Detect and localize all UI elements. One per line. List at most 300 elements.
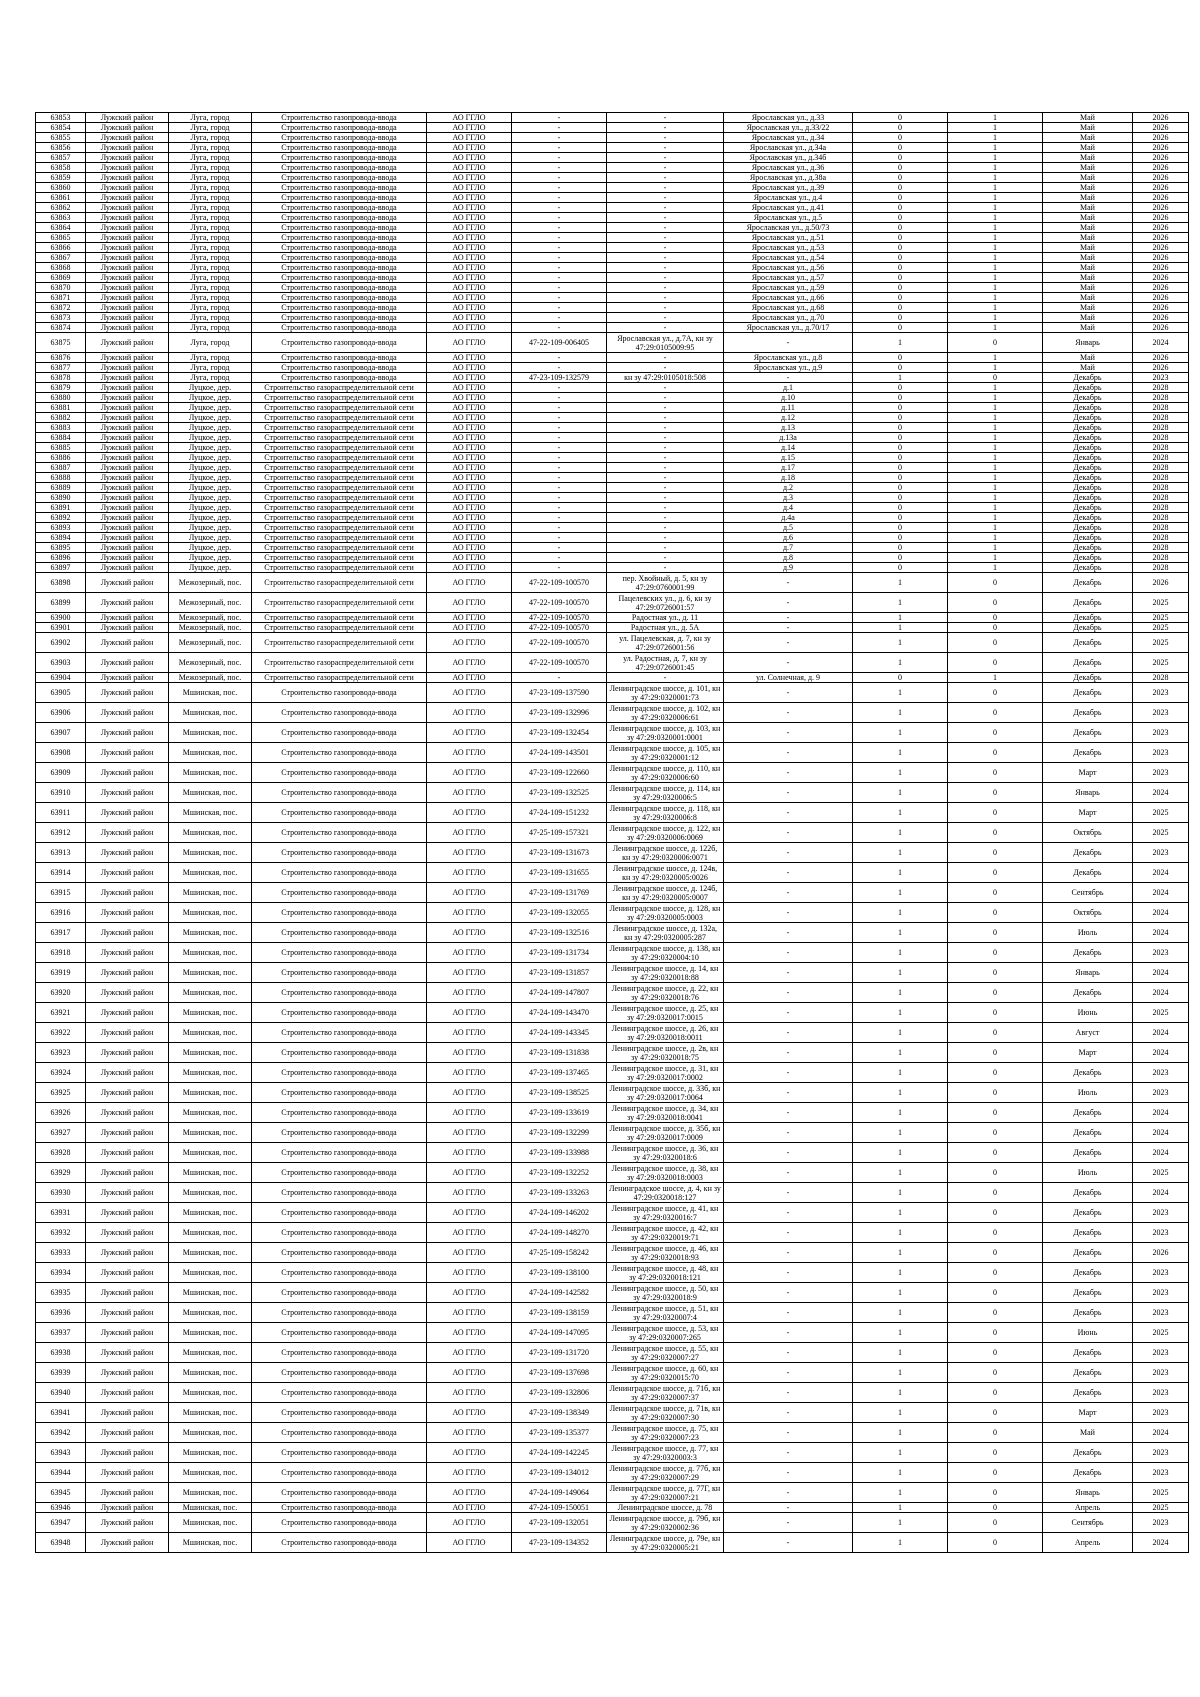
cell-district: Лужский район [86, 803, 169, 823]
cell-application-number: - [512, 303, 607, 313]
cell-house-address: - [724, 1243, 853, 1263]
cell-year: 2026 [1133, 303, 1189, 313]
cell-application-number: 47-24-109-151232 [512, 803, 607, 823]
cell-year: 2023 [1133, 1463, 1189, 1483]
cell-object-address: Ленинградское шоссе, д. 122, кн зу 47:29:0320006:0069 [607, 823, 724, 843]
cell-flag-a: 1 [853, 703, 948, 723]
cell-organization: АО ГГЛО [427, 143, 512, 153]
cell-flag-b: 1 [948, 123, 1043, 133]
cell-object-address: - [607, 563, 724, 573]
cell-organization: АО ГГЛО [427, 1063, 512, 1083]
cell-settlement: Мшинская, пос. [169, 863, 252, 883]
cell-flag-b: 0 [948, 1383, 1043, 1403]
cell-month: Декабрь [1043, 683, 1133, 703]
cell-application-number: - [512, 163, 607, 173]
cell-application-number: - [512, 483, 607, 493]
cell-organization: АО ГГЛО [427, 133, 512, 143]
cell-row-number: 63923 [36, 1043, 86, 1063]
cell-flag-b: 0 [948, 903, 1043, 923]
cell-house-address: - [724, 1283, 853, 1303]
cell-year: 2026 [1133, 143, 1189, 153]
cell-year: 2026 [1133, 213, 1189, 223]
table-row [36, 983, 1189, 1003]
cell-district: Лужский район [86, 1003, 169, 1023]
cell-flag-a: 1 [853, 1463, 948, 1483]
table-row [36, 323, 1189, 333]
cell-flag-b: 0 [948, 373, 1043, 383]
cell-work-type: Строительство газораспределительной сети [252, 393, 427, 403]
cell-flag-a: 0 [853, 283, 948, 293]
cell-application-number: 47-23-109-137465 [512, 1063, 607, 1083]
cell-object-address: Ленинградское шоссе, д. 35б, кн зу 47:29:0320017:0009 [607, 1123, 724, 1143]
cell-month: Декабрь [1043, 743, 1133, 763]
cell-object-address: Ленинградское шоссе, д. 77, кн зу 47:29:0320003:3 [607, 1443, 724, 1463]
cell-district: Лужский район [86, 673, 169, 683]
cell-year: 2025 [1133, 1503, 1189, 1513]
cell-house-address: Ярославская ул., д.59 [724, 283, 853, 293]
cell-district: Лужский район [86, 223, 169, 233]
cell-flag-b: 1 [948, 143, 1043, 153]
cell-flag-b: 1 [948, 493, 1043, 503]
table-row [36, 1483, 1189, 1503]
cell-application-number: - [512, 353, 607, 363]
cell-year: 2026 [1133, 253, 1189, 263]
cell-application-number: 47-24-109-146202 [512, 1203, 607, 1223]
cell-flag-b: 1 [948, 263, 1043, 273]
cell-object-address: - [607, 313, 724, 323]
cell-work-type: Строительство газопровода-ввода [252, 153, 427, 163]
cell-application-number: 47-23-109-131769 [512, 883, 607, 903]
cell-district: Лужский район [86, 353, 169, 363]
cell-work-type: Строительство газораспределительной сети [252, 413, 427, 423]
cell-application-number: 47-23-109-122660 [512, 763, 607, 783]
cell-month: Октябрь [1043, 903, 1133, 923]
cell-flag-a: 1 [853, 1303, 948, 1323]
cell-organization: АО ГГЛО [427, 1183, 512, 1203]
cell-application-number: 47-22-109-006405 [512, 333, 607, 353]
table-row [36, 273, 1189, 283]
cell-work-type: Строительство газопровода-ввода [252, 963, 427, 983]
table-row [36, 243, 1189, 253]
cell-month: Март [1043, 763, 1133, 783]
cell-house-address: д.8 [724, 553, 853, 563]
table-row [36, 543, 1189, 553]
cell-flag-b: 0 [948, 1083, 1043, 1103]
cell-object-address: - [607, 553, 724, 563]
cell-object-address: Ленинградское шоссе, д. 105, кн зу 47:29:0320001:12 [607, 743, 724, 763]
cell-year: 2028 [1133, 453, 1189, 463]
cell-year: 2025 [1133, 1163, 1189, 1183]
cell-month: Декабрь [1043, 1223, 1133, 1243]
cell-row-number: 63879 [36, 383, 86, 393]
table-row [36, 223, 1189, 233]
cell-year: 2026 [1133, 163, 1189, 173]
cell-settlement: Межозерный, пос. [169, 613, 252, 623]
cell-settlement: Луцкое, дер. [169, 393, 252, 403]
cell-row-number: 63898 [36, 573, 86, 593]
cell-year: 2025 [1133, 623, 1189, 633]
cell-row-number: 63946 [36, 1503, 86, 1513]
cell-object-address: - [607, 673, 724, 683]
cell-work-type: Строительство газораспределительной сети [252, 673, 427, 683]
cell-object-address: - [607, 423, 724, 433]
cell-year: 2028 [1133, 483, 1189, 493]
cell-application-number: 47-23-109-134352 [512, 1533, 607, 1553]
cell-object-address: Ленинградское шоссе, д. 46, кн зу 47:29:0320018:93 [607, 1243, 724, 1263]
table-row [36, 563, 1189, 573]
cell-district: Лужский район [86, 393, 169, 403]
cell-flag-b: 1 [948, 193, 1043, 203]
cell-flag-a: 1 [853, 903, 948, 923]
cell-organization: АО ГГЛО [427, 243, 512, 253]
table-row [36, 593, 1189, 613]
cell-flag-b: 1 [948, 153, 1043, 163]
table-row [36, 553, 1189, 563]
cell-application-number: 47-23-109-138159 [512, 1303, 607, 1323]
table-row [36, 923, 1189, 943]
cell-organization: АО ГГЛО [427, 433, 512, 443]
cell-month: Январь [1043, 963, 1133, 983]
cell-settlement: Луцкое, дер. [169, 543, 252, 553]
cell-flag-b: 0 [948, 783, 1043, 803]
cell-organization: АО ГГЛО [427, 1143, 512, 1163]
cell-organization: АО ГГЛО [427, 123, 512, 133]
cell-settlement: Луга, город [169, 273, 252, 283]
cell-row-number: 63881 [36, 403, 86, 413]
cell-row-number: 63936 [36, 1303, 86, 1323]
cell-house-address: Ярославская ул., д.57 [724, 273, 853, 283]
cell-organization: АО ГГЛО [427, 263, 512, 273]
cell-application-number: 47-22-109-100570 [512, 573, 607, 593]
cell-row-number: 63924 [36, 1063, 86, 1083]
cell-work-type: Строительство газопровода-ввода [252, 843, 427, 863]
cell-house-address: Ярославская ул., д.34а [724, 143, 853, 153]
cell-row-number: 63861 [36, 193, 86, 203]
cell-year: 2026 [1133, 323, 1189, 333]
registry-table [35, 112, 1189, 1553]
cell-flag-a: 1 [853, 1533, 948, 1553]
cell-year: 2024 [1133, 1423, 1189, 1443]
cell-organization: АО ГГЛО [427, 563, 512, 573]
cell-flag-b: 1 [948, 393, 1043, 403]
cell-month: Май [1043, 363, 1133, 373]
cell-flag-b: 0 [948, 883, 1043, 903]
cell-organization: АО ГГЛО [427, 413, 512, 423]
cell-work-type: Строительство газораспределительной сети [252, 433, 427, 443]
cell-work-type: Строительство газопровода-ввода [252, 133, 427, 143]
cell-flag-a: 0 [853, 403, 948, 413]
cell-work-type: Строительство газораспределительной сети [252, 473, 427, 483]
cell-house-address: - [724, 1043, 853, 1063]
cell-flag-b: 1 [948, 113, 1043, 123]
cell-settlement: Луга, город [169, 233, 252, 243]
cell-flag-a: 1 [853, 1183, 948, 1203]
cell-flag-a: 1 [853, 943, 948, 963]
cell-year: 2025 [1133, 633, 1189, 653]
table-row [36, 363, 1189, 373]
cell-application-number: 47-24-109-143345 [512, 1023, 607, 1043]
cell-organization: АО ГГЛО [427, 593, 512, 613]
cell-organization: АО ГГЛО [427, 783, 512, 803]
cell-settlement: Луга, город [169, 293, 252, 303]
cell-month: Декабрь [1043, 1383, 1133, 1403]
cell-settlement: Мшинская, пос. [169, 1083, 252, 1103]
table-row [36, 903, 1189, 923]
cell-district: Лужский район [86, 373, 169, 383]
cell-district: Лужский район [86, 283, 169, 293]
cell-district: Лужский район [86, 783, 169, 803]
cell-work-type: Строительство газопровода-ввода [252, 243, 427, 253]
cell-flag-a: 1 [853, 593, 948, 613]
cell-month: Декабрь [1043, 1343, 1133, 1363]
cell-district: Лужский район [86, 823, 169, 843]
cell-settlement: Мшинская, пос. [169, 1303, 252, 1323]
cell-organization: АО ГГЛО [427, 613, 512, 623]
cell-district: Лужский район [86, 183, 169, 193]
cell-month: Декабрь [1043, 573, 1133, 593]
cell-year: 2024 [1133, 863, 1189, 883]
table-row [36, 1403, 1189, 1423]
cell-year: 2026 [1133, 263, 1189, 273]
cell-flag-b: 0 [948, 1503, 1043, 1513]
cell-flag-b: 1 [948, 273, 1043, 283]
cell-month: Декабрь [1043, 383, 1133, 393]
cell-month: Декабрь [1043, 433, 1133, 443]
cell-work-type: Строительство газопровода-ввода [252, 253, 427, 263]
cell-work-type: Строительство газопровода-ввода [252, 1403, 427, 1423]
cell-flag-b: 0 [948, 823, 1043, 843]
cell-object-address: Ленинградское шоссе, д. 75, кн зу 47:29:0320007:23 [607, 1423, 724, 1443]
cell-year: 2025 [1133, 593, 1189, 613]
cell-row-number: 63912 [36, 823, 86, 843]
cell-flag-a: 0 [853, 293, 948, 303]
cell-row-number: 63927 [36, 1123, 86, 1143]
cell-settlement: Мшинская, пос. [169, 1503, 252, 1513]
cell-year: 2023 [1133, 703, 1189, 723]
cell-year: 2026 [1133, 123, 1189, 133]
table-row [36, 1063, 1189, 1083]
registry-page [35, 112, 1168, 1553]
cell-application-number: 47-23-109-135377 [512, 1423, 607, 1443]
cell-organization: АО ГГЛО [427, 193, 512, 203]
cell-district: Лужский район [86, 1533, 169, 1553]
table-row [36, 1423, 1189, 1443]
cell-row-number: 63922 [36, 1023, 86, 1043]
cell-settlement: Мшинская, пос. [169, 1533, 252, 1553]
cell-house-address: - [724, 653, 853, 673]
cell-settlement: Межозерный, пос. [169, 633, 252, 653]
cell-month: Январь [1043, 783, 1133, 803]
cell-house-address: Ярославская ул., д.56 [724, 263, 853, 273]
table-row [36, 1343, 1189, 1363]
cell-month: Май [1043, 323, 1133, 333]
cell-object-address: - [607, 263, 724, 273]
cell-object-address: - [607, 203, 724, 213]
cell-month: Декабрь [1043, 1283, 1133, 1303]
cell-house-address: - [724, 743, 853, 763]
cell-year: 2028 [1133, 433, 1189, 443]
cell-flag-b: 0 [948, 1533, 1043, 1553]
cell-house-address: д.15 [724, 453, 853, 463]
cell-work-type: Строительство газопровода-ввода [252, 1023, 427, 1043]
cell-settlement: Луга, город [169, 313, 252, 323]
cell-district: Лужский район [86, 533, 169, 543]
cell-month: Декабрь [1043, 943, 1133, 963]
cell-flag-a: 1 [853, 333, 948, 353]
cell-house-address: д.13 [724, 423, 853, 433]
cell-flag-a: 1 [853, 653, 948, 673]
cell-settlement: Межозерный, пос. [169, 673, 252, 683]
cell-work-type: Строительство газопровода-ввода [252, 1003, 427, 1023]
cell-year: 2024 [1133, 1123, 1189, 1143]
cell-year: 2026 [1133, 283, 1189, 293]
cell-flag-b: 1 [948, 423, 1043, 433]
cell-flag-a: 1 [853, 613, 948, 623]
cell-month: Май [1043, 243, 1133, 253]
cell-settlement: Мшинская, пос. [169, 783, 252, 803]
cell-organization: АО ГГЛО [427, 1043, 512, 1063]
cell-district: Лужский район [86, 923, 169, 943]
cell-row-number: 63941 [36, 1403, 86, 1423]
cell-year: 2026 [1133, 183, 1189, 193]
cell-year: 2028 [1133, 463, 1189, 473]
cell-settlement: Мшинская, пос. [169, 683, 252, 703]
cell-month: Март [1043, 1043, 1133, 1063]
cell-district: Лужский район [86, 1483, 169, 1503]
cell-district: Лужский район [86, 523, 169, 533]
cell-settlement: Межозерный, пос. [169, 573, 252, 593]
cell-settlement: Луцкое, дер. [169, 463, 252, 473]
cell-month: Май [1043, 233, 1133, 243]
cell-application-number: - [512, 563, 607, 573]
cell-organization: АО ГГЛО [427, 703, 512, 723]
cell-house-address: - [724, 1513, 853, 1533]
cell-house-address: д.5 [724, 523, 853, 533]
cell-month: Март [1043, 803, 1133, 823]
cell-work-type: Строительство газопровода-ввода [252, 283, 427, 293]
cell-flag-a: 1 [853, 743, 948, 763]
cell-work-type: Строительство газопровода-ввода [252, 143, 427, 153]
cell-application-number: 47-23-109-132454 [512, 723, 607, 743]
cell-flag-a: 1 [853, 1383, 948, 1403]
cell-flag-a: 1 [853, 883, 948, 903]
cell-house-address: д.2 [724, 483, 853, 493]
cell-row-number: 63938 [36, 1343, 86, 1363]
cell-organization: АО ГГЛО [427, 763, 512, 783]
cell-settlement: Луцкое, дер. [169, 453, 252, 463]
cell-year: 2024 [1133, 963, 1189, 983]
cell-year: 2023 [1133, 373, 1189, 383]
cell-work-type: Строительство газопровода-ввода [252, 363, 427, 373]
cell-month: Декабрь [1043, 403, 1133, 413]
cell-work-type: Строительство газораспределительной сети [252, 533, 427, 543]
table-row [36, 1513, 1189, 1533]
cell-object-address: Ленинградское шоссе, д. 132а, кн зу 47:29:0320005:287 [607, 923, 724, 943]
cell-settlement: Мшинская, пос. [169, 923, 252, 943]
table-row [36, 763, 1189, 783]
table-row [36, 473, 1189, 483]
cell-house-address: - [724, 1023, 853, 1043]
table-row [36, 1103, 1189, 1123]
cell-settlement: Луга, город [169, 163, 252, 173]
cell-house-address: - [724, 1103, 853, 1123]
cell-organization: АО ГГЛО [427, 253, 512, 263]
cell-organization: АО ГГЛО [427, 903, 512, 923]
cell-organization: АО ГГЛО [427, 533, 512, 543]
cell-flag-a: 1 [853, 1163, 948, 1183]
cell-flag-a: 1 [853, 1283, 948, 1303]
cell-work-type: Строительство газопровода-ввода [252, 323, 427, 333]
cell-work-type: Строительство газопровода-ввода [252, 1323, 427, 1343]
cell-work-type: Строительство газопровода-ввода [252, 1203, 427, 1223]
table-row [36, 173, 1189, 183]
cell-organization: АО ГГЛО [427, 1303, 512, 1323]
table-row [36, 523, 1189, 533]
table-row [36, 193, 1189, 203]
cell-month: Декабрь [1043, 843, 1133, 863]
cell-organization: АО ГГЛО [427, 153, 512, 163]
cell-application-number: - [512, 513, 607, 523]
cell-application-number: 47-24-109-143470 [512, 1003, 607, 1023]
table-row [36, 283, 1189, 293]
cell-district: Лужский район [86, 683, 169, 703]
cell-organization: АО ГГЛО [427, 1023, 512, 1043]
cell-district: Лужский район [86, 1123, 169, 1143]
cell-organization: АО ГГЛО [427, 163, 512, 173]
cell-flag-b: 1 [948, 453, 1043, 463]
cell-application-number: - [512, 113, 607, 123]
table-row [36, 743, 1189, 763]
cell-district: Лужский район [86, 1063, 169, 1083]
cell-object-address: Ленинградское шоссе, д. 48, кн зу 47:29:0320018:121 [607, 1263, 724, 1283]
cell-application-number: 47-23-109-133988 [512, 1143, 607, 1163]
cell-district: Лужский район [86, 1163, 169, 1183]
cell-work-type: Строительство газопровода-ввода [252, 883, 427, 903]
cell-settlement: Мшинская, пос. [169, 763, 252, 783]
cell-row-number: 63896 [36, 553, 86, 563]
cell-organization: АО ГГЛО [427, 1343, 512, 1363]
cell-district: Лужский район [86, 1043, 169, 1063]
cell-district: Лужский район [86, 273, 169, 283]
cell-flag-b: 1 [948, 473, 1043, 483]
cell-organization: АО ГГЛО [427, 453, 512, 463]
cell-year: 2028 [1133, 493, 1189, 503]
cell-settlement: Луцкое, дер. [169, 433, 252, 443]
cell-organization: АО ГГЛО [427, 1223, 512, 1243]
cell-organization: АО ГГЛО [427, 423, 512, 433]
cell-settlement: Луга, город [169, 193, 252, 203]
cell-settlement: Луга, город [169, 353, 252, 363]
cell-settlement: Луга, город [169, 333, 252, 353]
cell-flag-b: 1 [948, 223, 1043, 233]
cell-district: Лужский район [86, 1423, 169, 1443]
cell-row-number: 63911 [36, 803, 86, 823]
cell-month: Май [1043, 173, 1133, 183]
cell-settlement: Мшинская, пос. [169, 943, 252, 963]
cell-district: Лужский район [86, 133, 169, 143]
cell-district: Лужский район [86, 443, 169, 453]
cell-application-number: - [512, 143, 607, 153]
cell-row-number: 63865 [36, 233, 86, 243]
cell-year: 2023 [1133, 1343, 1189, 1363]
cell-district: Лужский район [86, 843, 169, 863]
cell-row-number: 63872 [36, 303, 86, 313]
cell-flag-b: 0 [948, 1303, 1043, 1323]
cell-row-number: 63910 [36, 783, 86, 803]
cell-settlement: Мшинская, пос. [169, 1463, 252, 1483]
cell-month: Май [1043, 163, 1133, 173]
cell-row-number: 63856 [36, 143, 86, 153]
